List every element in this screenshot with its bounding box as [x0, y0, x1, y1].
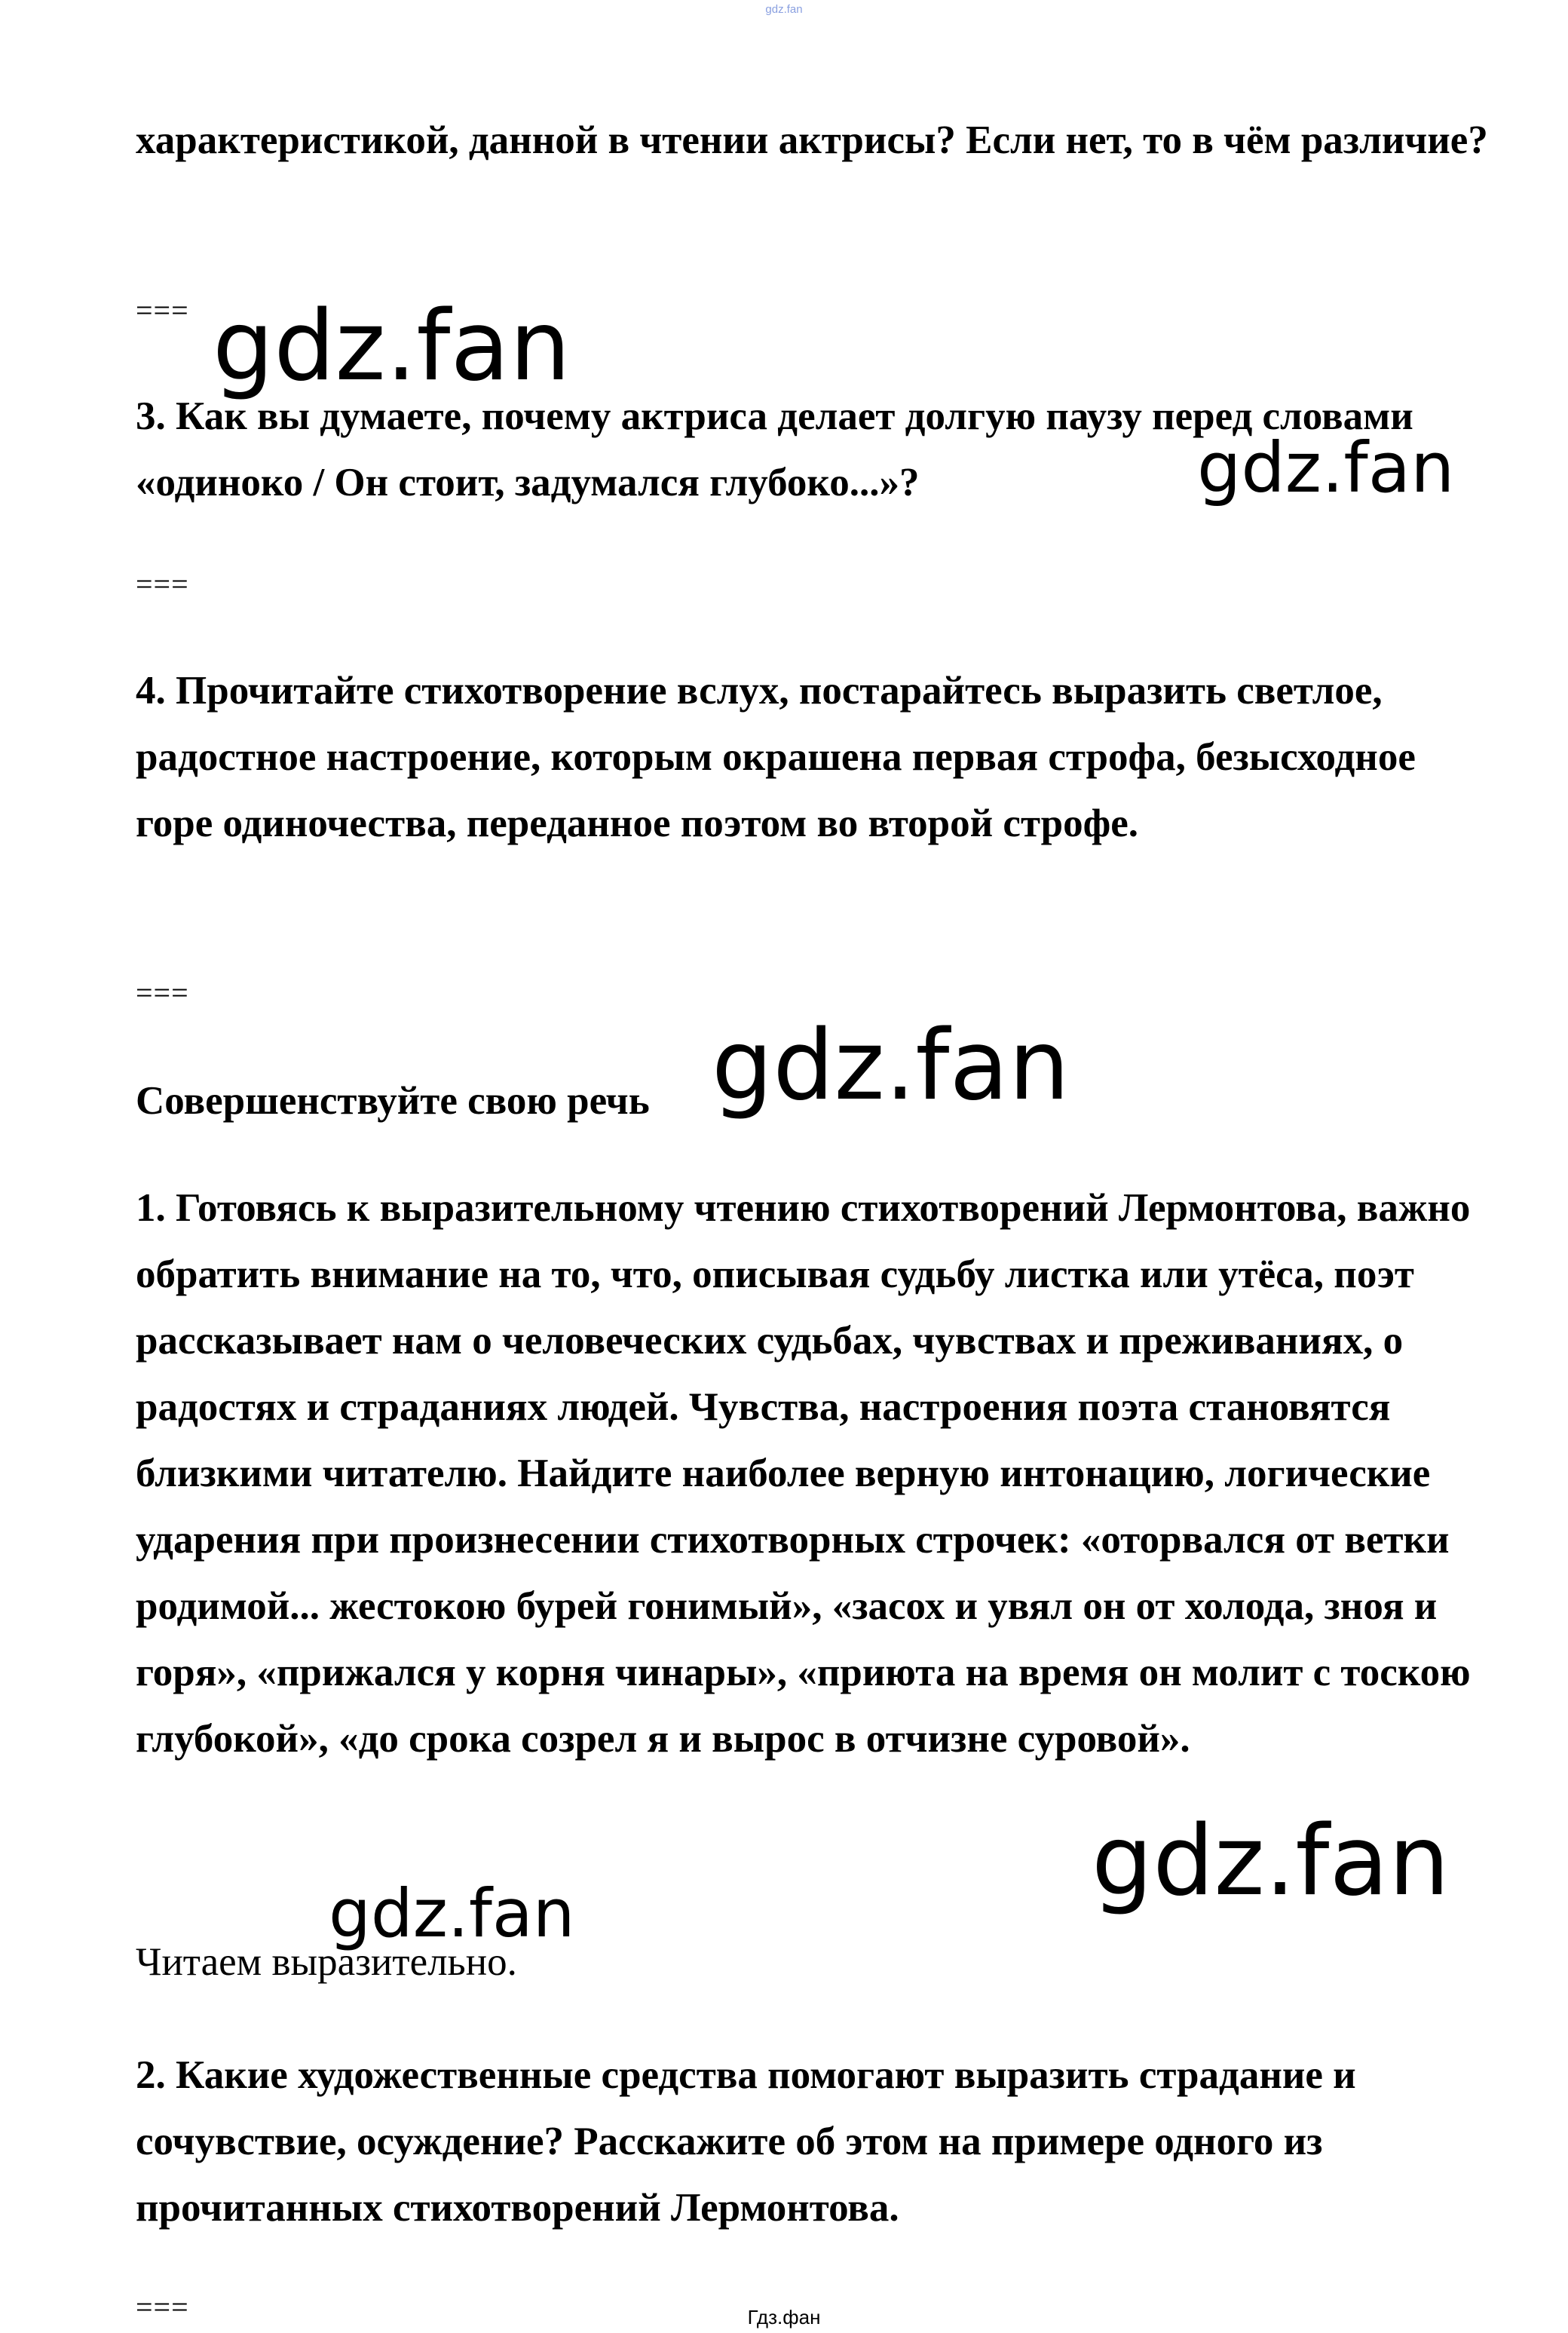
- page-header-mark: gdz.fan: [765, 3, 803, 16]
- separator: ===: [136, 567, 189, 601]
- intro-paragraph: характеристикой, данной в чтении актрисы? Если нет, то в чём различие?: [136, 118, 1488, 162]
- watermark: gdz.fan: [712, 1010, 1070, 1122]
- section-title: Совершенствуйте свою речь: [136, 1079, 650, 1123]
- separator: ===: [136, 2290, 189, 2324]
- question-3: 3. Как вы думаете, почему актриса делает долгую паузу перед словами «одиноко / Он стоит, задумался глубоко...»?: [136, 394, 1413, 504]
- answer-text: Читаем выразительно.: [136, 1940, 517, 1984]
- watermark: gdz.fan: [213, 290, 571, 403]
- separator: ===: [136, 976, 189, 1010]
- watermark: gdz.fan: [1092, 1805, 1450, 1918]
- question-4: 4. Прочитайте стихотворение вслух, постарайтесь выразить светлое, радостное настроение, которым окрашена первая строфа, безысходное горе одиночества, переданное поэтом во второй строфе.: [136, 669, 1416, 845]
- watermark: gdz.fan: [329, 1875, 575, 1952]
- speech-task-2: 2. Какие художественные средства помогают выразить страдание и сочувствие, осуждение? Расскажите об этом на примере одного из прочитанных стихотворений Лермонтова.: [136, 2053, 1356, 2230]
- separator: ===: [136, 293, 189, 327]
- page-footer: Гдз.фан: [747, 2306, 821, 2328]
- watermark: gdz.fan: [1197, 428, 1455, 508]
- speech-task-1: 1. Готовясь к выразительному чтению стихотворений Лермонтова, важно обратить внимание на то, что, описывая судьбу листка или утёса, поэт рассказывает нам о человеческих судьбах, чувствах и пpeживаниях, о радостях и страданиях людей. Чувства, настроения поэта становятся близкими читателю. Найдите наиболее верную интонацию, логические ударения при произнесении стихотворных строчек: «оторвался от ветки родимой... жестокою бурей гонимый», «засох и увял он от холода, зноя и горя», «прижался у корня чинары», «приюта на время он молит с тоскою глубокой», «до срока созрел я и вырос в отчизне суровой».: [136, 1186, 1471, 1761]
